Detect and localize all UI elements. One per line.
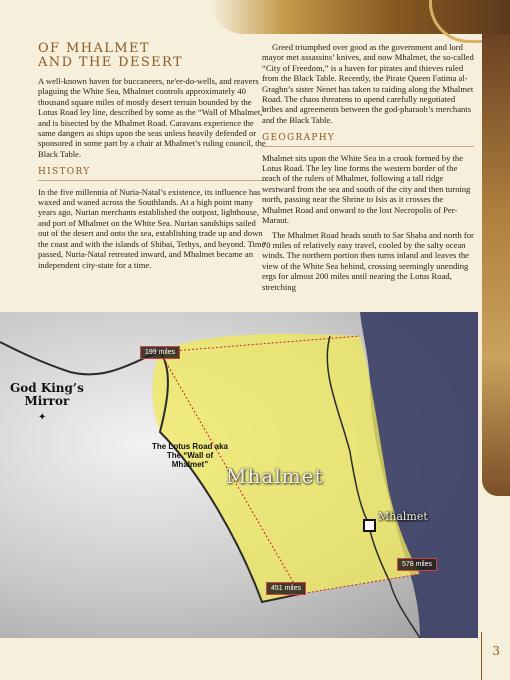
mirror-label-line2: Mirror — [24, 394, 70, 408]
intro-paragraph: A well-known haven for buccaneers, ne'er-do-wells, and reavers plaguing the White Sea, Mhalmet controls approximately 40 thousand square miles of mostly desert terrain bounded by the Lotus Road ley line, described by some as the “Wall of Mhalmet,” and is bisected by the Mhalmet Road. Caravans experience the same dangers as ships upon the seas unless heavily defended or sponsored in some part by a chair at Mhalmet’s ruling council, the Black Table. — [38, 76, 267, 159]
geography-paragraph-1: Mhalmet sits upon the White Sea in a crook formed by the Lotus Road. The ley line forms the western border of the reach of the rulers of Mhalmet, following a tall ridge westward from the sea and south of the city and then turning north, passing near the Shrine to Isis as it crosses the Mhalmet Road and onward to the lost Necropolis of Per-Maraut. — [262, 152, 471, 226]
page-number: 3 — [492, 644, 500, 658]
city-marker-icon — [363, 519, 376, 532]
history-paragraph: In the five millennia of Nuria-Natal’s existence, its influence has waxed and waned across the Southlands. At a high point many years ago, Nurian merchants established the outpost, lighthouse, and port of Mhalmet on the White Sea. Nurian sandships sailed out of the desert and onto the sea, establishing trade up and down the coast and with the islands of Shibai, Tethys, and beyond. Time passed, Nuria-Natal retreated inward, and Mhalmet became an independent city-state for a time. — [38, 186, 266, 270]
mirror-label-line1: God King’s — [10, 381, 84, 395]
decorative-border-side — [482, 34, 510, 496]
region-map — [0, 312, 478, 638]
distance-label-578: 578 miles — [397, 558, 437, 571]
god-kings-mirror-label — [10, 382, 84, 408]
shrine-icon: ✦ — [38, 412, 47, 423]
section-title — [38, 42, 268, 70]
lotus-road-label: The Lotus Road aka The “Wall of Mhalmet” — [151, 442, 228, 469]
city-label: Mhalmet — [378, 510, 428, 523]
history-heading: HISTORY — [38, 167, 268, 180]
distance-label-451: 451 miles — [266, 582, 306, 595]
geography-heading: GEOGRAPHY — [262, 133, 474, 146]
region-label: Mhalmet — [226, 464, 324, 488]
page-number-divider — [481, 632, 482, 680]
distance-label-199: 199 miles — [140, 346, 180, 359]
greed-paragraph: Greed triumphed over good as the government and lord mayor met assassins’ knives, and now Mhalmet, the so-called “City of Freedom,” is a haven for pirates and thieves ruled from the Black Table. Recently, the Pirate Queen Fatima al-Graghn’s sister Nenet has taken to raiding along the Mhalmet Road. The chaos threatens to upend carefully negotiated bribes and agreements between the god-pharaoh’s merchants and the Black Table. — [262, 42, 474, 125]
section-title-line2: AND THE DESERT — [38, 55, 184, 70]
right-column — [262, 42, 474, 296]
section-title-line1: OF MHALMET — [38, 41, 150, 56]
geography-paragraph-2: The Mhalmet Road heads south to Sar Shaba and north for 70 miles of relatively easy travel, cooled by the salty ocean winds. The northern portion then turns inland and leaves the view of the White Sea behind, crossing seemingly unending ergs for almost 200 miles until nearing the Lotus Road, stretching — [262, 229, 474, 292]
left-column — [38, 42, 268, 274]
